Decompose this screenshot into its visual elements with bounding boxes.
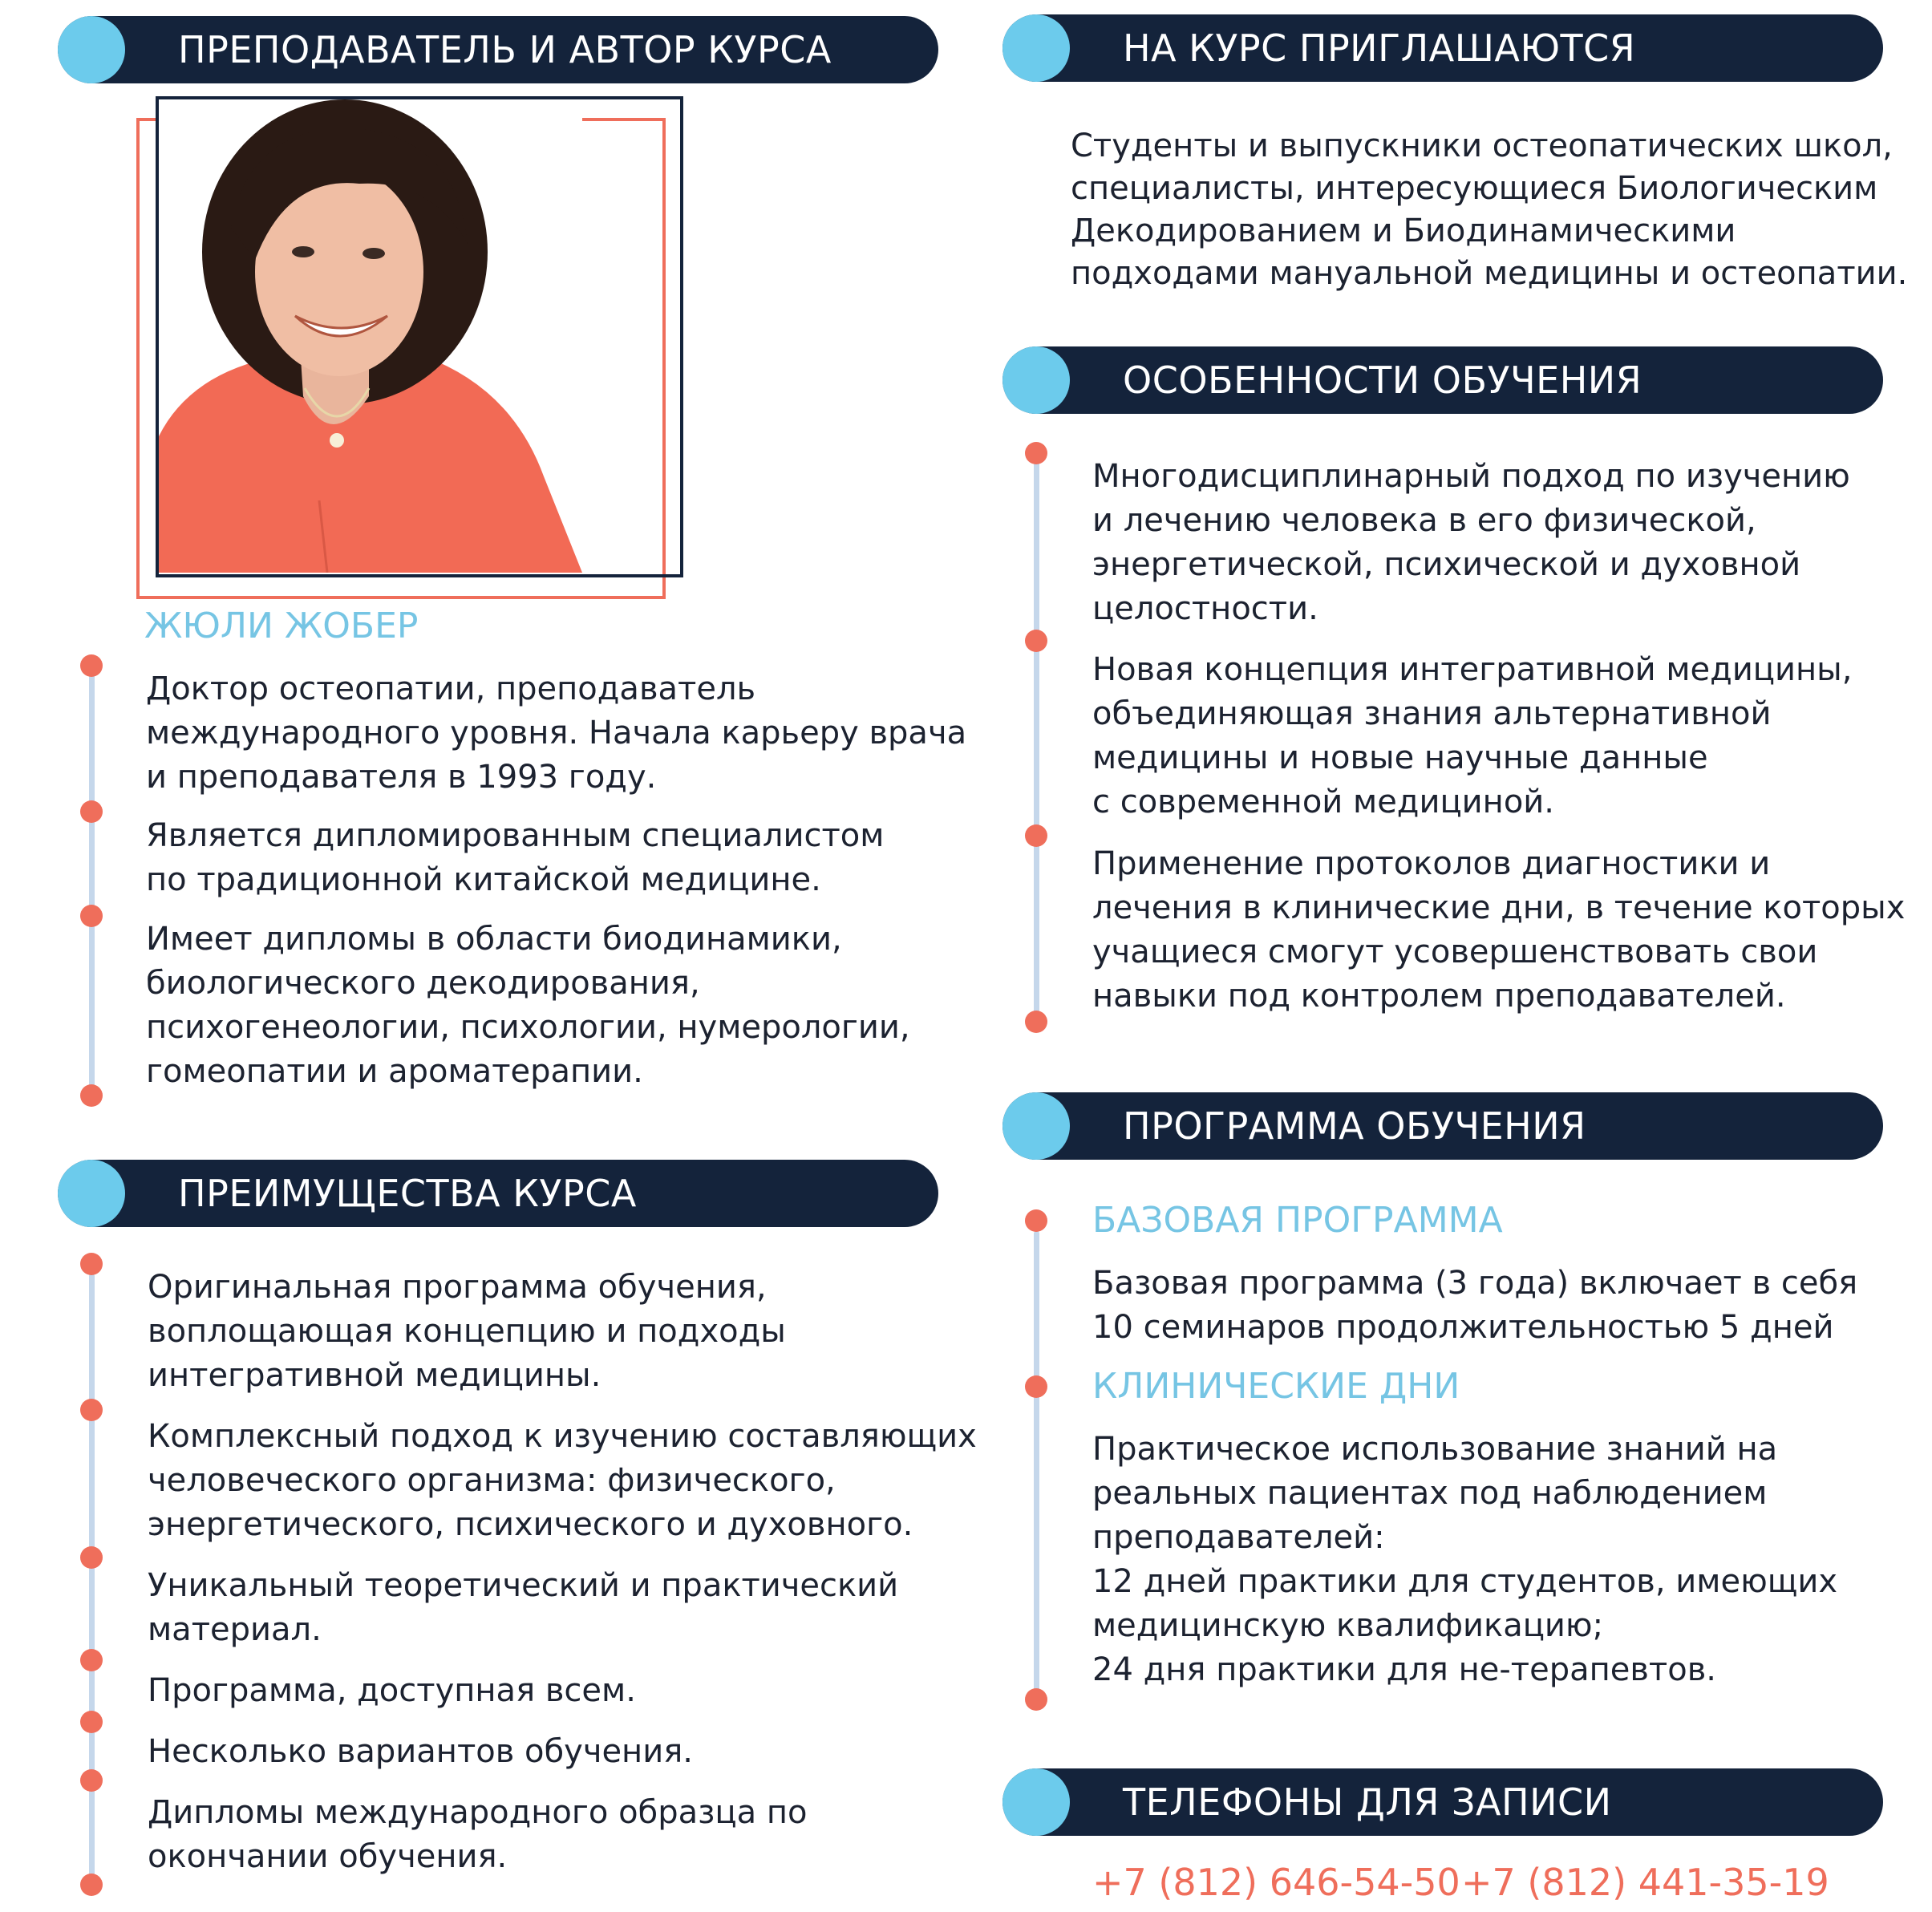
invited-section-title: НА КУРС ПРИГЛАШАЮТСЯ	[1123, 26, 1636, 70]
base-program-title: БАЗОВАЯ ПРОГРАММА	[1092, 1200, 1503, 1241]
phones-section-title: ТЕЛЕФОНЫ ДЛЯ ЗАПИСИ	[1123, 1780, 1612, 1824]
feature-item-2	[1092, 648, 1852, 824]
text-line: международного уровня. Начала карьеру врача	[146, 715, 967, 751]
header-circle-icon	[1002, 14, 1070, 82]
header-circle-icon	[58, 16, 125, 83]
text-line: Является дипломированным специалистом	[146, 817, 885, 854]
advantage-item-5	[148, 1730, 693, 1774]
feature-item-3	[1092, 842, 1905, 1019]
timeline-bullet	[1025, 1688, 1047, 1711]
advantage-item-2	[148, 1415, 977, 1547]
timeline-bullet	[80, 1253, 103, 1275]
timeline-bullet	[80, 905, 103, 927]
text-line: Практическое использование знаний на	[1092, 1431, 1778, 1468]
clinical-days-text	[1092, 1428, 1837, 1692]
teacher-section-title: ПРЕПОДАВАТЕЛЬ И АВТОР КУРСА	[178, 28, 832, 71]
timeline-bullet	[80, 1399, 103, 1421]
teacher-item-3	[146, 918, 910, 1094]
feature-item-1	[1092, 455, 1850, 631]
text-line: энергетической, психической и духовной	[1092, 546, 1801, 583]
timeline-bullet	[1025, 442, 1047, 464]
text-line: интегративной медицины.	[148, 1357, 601, 1394]
phones-section-header	[1002, 1768, 1883, 1836]
text-line: энергетического, психического и духовного.	[148, 1506, 913, 1543]
teacher-timeline	[89, 666, 95, 1099]
header-circle-icon	[1002, 346, 1070, 414]
timeline-bullet	[80, 1084, 103, 1107]
teacher-item-1	[146, 667, 966, 800]
timeline-bullet	[80, 800, 103, 823]
text-line: 12 дней практики для студентов, имеющих	[1092, 1563, 1838, 1600]
clinical-days-title: КЛИНИЧЕСКИЕ ДНИ	[1092, 1366, 1460, 1407]
invited-text	[1071, 125, 1907, 295]
teacher-item-2	[146, 814, 884, 902]
text-line: 10 семинаров продолжительностью 5 дней	[1092, 1309, 1834, 1346]
text-line: Декодированием и Биодинамическими	[1071, 213, 1736, 249]
header-circle-icon	[58, 1160, 125, 1227]
text-line: психогенеологии, психологии, нумерологии,	[146, 1009, 910, 1046]
text-line: окончании обучения.	[148, 1838, 508, 1875]
teacher-section-header	[58, 16, 938, 83]
program-section-header	[1002, 1092, 1883, 1160]
text-line: Новая концепция интегративной медицины,	[1092, 651, 1853, 688]
timeline-bullet	[1025, 1375, 1047, 1398]
timeline-bullet	[1025, 630, 1047, 652]
text-line: специалисты, интересующиеся Биологическим	[1071, 170, 1878, 207]
text-line: Многодисциплинарный подход по изучению	[1092, 458, 1850, 495]
text-line: навыки под контролем преподавателей.	[1092, 978, 1786, 1015]
text-line: Оригинальная программа обучения,	[148, 1269, 767, 1306]
phone-number-2[interactable]: +7 (812) 441-35-19	[1461, 1861, 1829, 1904]
text-line: и лечению человека в его физической,	[1092, 502, 1756, 539]
features-section-header	[1002, 346, 1883, 414]
features-timeline	[1034, 461, 1039, 1023]
text-line: воплощающая концепцию и подходы	[148, 1313, 786, 1350]
text-line: Уникальный теоретический и практический	[148, 1567, 899, 1604]
photo-frame-navy	[156, 96, 683, 577]
text-line: реальных пациентах под наблюдением	[1092, 1475, 1768, 1512]
text-line: Комплексный подход к изучению составляющих	[148, 1418, 977, 1455]
text-line: с современной медициной.	[1092, 784, 1555, 820]
timeline-bullet	[80, 1711, 103, 1733]
timeline-bullet	[1025, 1011, 1047, 1033]
program-timeline	[1034, 1231, 1039, 1696]
text-line: Студенты и выпускники остеопатических школ,	[1071, 128, 1893, 164]
advantage-item-3	[148, 1564, 898, 1652]
advantage-item-4	[148, 1669, 636, 1713]
advantages-section-header	[58, 1160, 938, 1227]
header-circle-icon	[1002, 1768, 1070, 1836]
text-line: по традиционной китайской медицине.	[146, 861, 821, 898]
text-line: учащиеся смогут усовершенствовать свои	[1092, 934, 1818, 970]
base-program-text	[1092, 1262, 1857, 1350]
text-line: объединяющая знания альтернативной	[1092, 695, 1772, 732]
features-section-title: ОСОБЕННОСТИ ОБУЧЕНИЯ	[1123, 358, 1642, 402]
text-line: Дипломы международного образца по	[148, 1794, 808, 1831]
advantage-item-6	[148, 1791, 807, 1879]
timeline-bullet	[80, 1546, 103, 1569]
phone-number-1[interactable]: +7 (812) 646-54-50	[1092, 1861, 1460, 1904]
text-line: Применение протоколов диагностики и	[1092, 845, 1771, 882]
text-line: Несколько вариантов обучения.	[148, 1733, 693, 1770]
header-circle-icon	[1002, 1092, 1070, 1160]
text-line: Имеет дипломы в области биодинамики,	[146, 921, 842, 958]
advantages-section-title: ПРЕИМУЩЕСТВА КУРСА	[178, 1172, 637, 1215]
timeline-bullet	[1025, 824, 1047, 847]
text-line: преподавателей:	[1092, 1519, 1385, 1556]
text-line: и преподавателя в 1993 году.	[146, 759, 657, 796]
text-line: человеческого организма: физического,	[148, 1462, 836, 1499]
text-line: целостности.	[1092, 590, 1318, 627]
text-line: медицинскую квалификацию;	[1092, 1607, 1604, 1644]
advantages-timeline	[89, 1274, 95, 1891]
text-line: гомеопатии и ароматерапии.	[146, 1053, 643, 1090]
timeline-bullet	[80, 654, 103, 677]
program-section-title: ПРОГРАММА ОБУЧЕНИЯ	[1123, 1104, 1586, 1148]
timeline-bullet	[80, 1649, 103, 1671]
text-line: Программа, доступная всем.	[148, 1672, 636, 1709]
text-line: подходами мануальной медицины и остеопатии.	[1071, 255, 1908, 292]
text-line: материал.	[148, 1611, 322, 1648]
timeline-bullet	[80, 1874, 103, 1896]
text-line: 24 дня практики для не-терапевтов.	[1092, 1651, 1716, 1688]
text-line: Базовая программа (3 года) включает в себя	[1092, 1265, 1858, 1302]
timeline-bullet	[80, 1769, 103, 1792]
text-line: биологического декодирования,	[146, 965, 700, 1002]
timeline-bullet	[1025, 1209, 1047, 1232]
teacher-name: ЖЮЛИ ЖОБЕР	[144, 606, 419, 646]
text-line: лечения в клинические дни, в течение которых	[1092, 889, 1906, 926]
invited-section-header	[1002, 14, 1883, 82]
text-line: медицины и новые научные данные	[1092, 739, 1708, 776]
text-line: Доктор остеопатии, преподаватель	[146, 670, 756, 707]
advantage-item-1	[148, 1266, 786, 1398]
